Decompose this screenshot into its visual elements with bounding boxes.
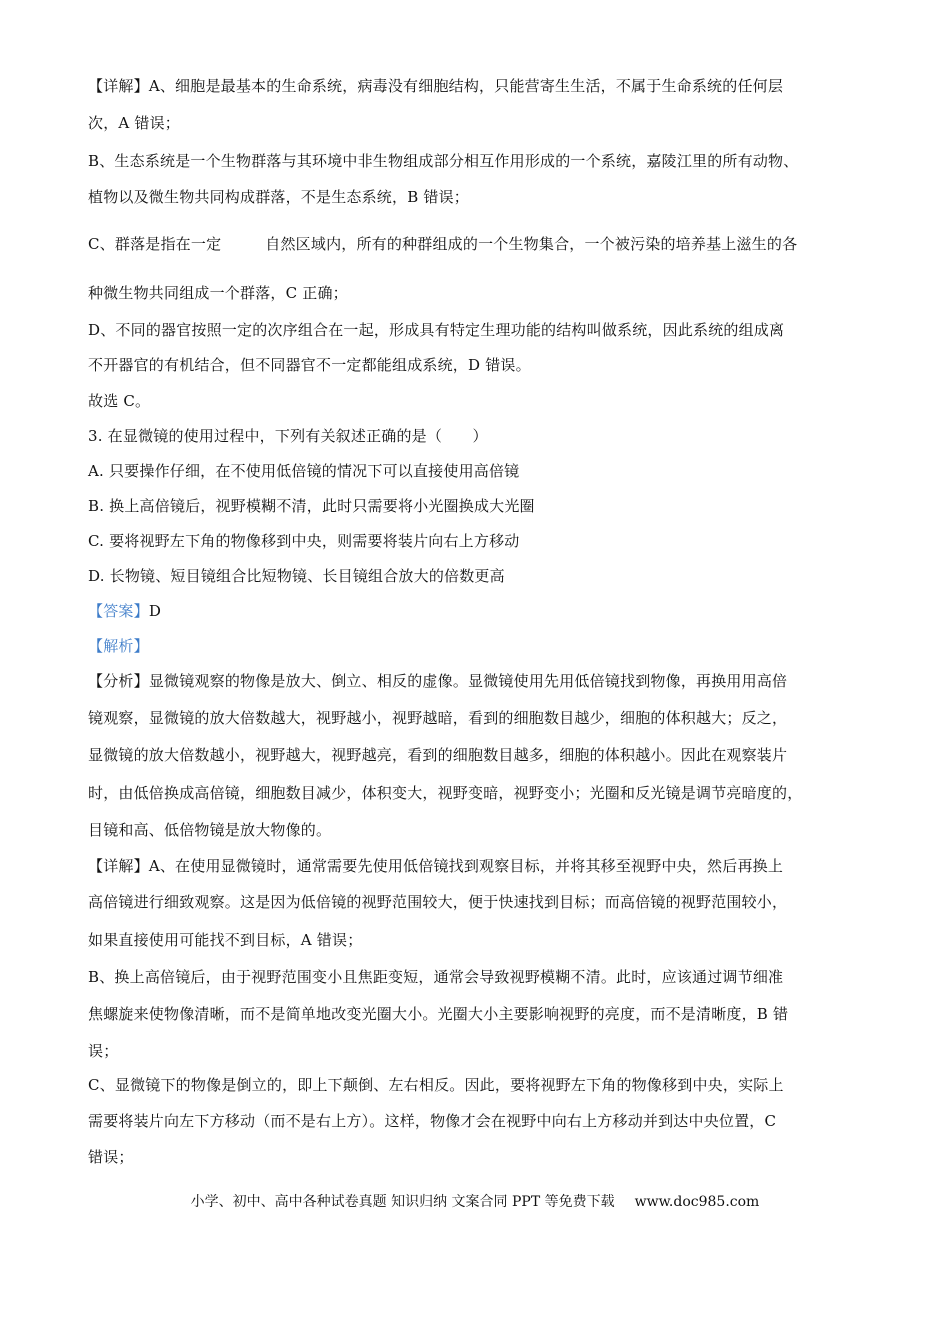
page-footer (0, 1192, 950, 1212)
detail-tag: 【详解】 (88, 857, 149, 875)
q2-detail-line-3: B、生态系统是一个生物群落与其环境中非生物组成部分相互作用形成的一个系统，嘉陵江里的所有动物、 (88, 152, 799, 170)
q2-detail-line-6: 种微生物共同组成一个群落，C 正确； (88, 284, 348, 302)
q3-answer (88, 601, 161, 621)
q2-detail-line-4: 植物以及微生物共同构成群落，不是生态系统，B 错误； (88, 188, 469, 206)
answer-tag: 【答案】 (88, 602, 149, 620)
q3-analyze-line-4: 时，由低倍换成高倍镜，细胞数目减少，体积变大，视野变暗，视野变小；光圈和反光镜是调节亮暗度的， (88, 784, 803, 802)
q3-option-a: A. 只要操作仔细，在不使用低倍镜的情况下可以直接使用高倍镜 (88, 462, 520, 480)
q2-detail-line-8: 不开器官的有机结合，但不同器官不一定都能组成系统，D 错误。 (88, 356, 531, 374)
q3-option-c: C. 要将视野左下角的物像移到中央，则需要将装片向右上方移动 (88, 532, 520, 550)
q3-analyze-line-3: 显微镜的放大倍数越小，视野越大，视野越亮，看到的细胞数目越多，细胞的体积越小。因此在观察装片 (88, 746, 788, 764)
q3-detail-line-4: B、换上高倍镜后，由于视野范围变小且焦距变短，通常会导致视野模糊不清。此时，应该通过调节细准 (88, 968, 784, 986)
q3-option-d: D. 长物镜、短目镜组合比短物镜、长目镜组合放大的倍数更高 (88, 567, 505, 585)
detail-tag: 【详解】 (88, 77, 149, 95)
analyze-tag: 【分析】 (88, 672, 149, 690)
q2-detail-line-2: 次，A 错误； (88, 114, 181, 132)
q3-detail-line-1: 【详解】A、在使用显微镜时，通常需要先使用低倍镜找到观察目标，并将其移至视野中央，然后再换上 (88, 857, 784, 875)
q3-analyze-line-5: 目镜和高、低倍物镜是放大物像的。 (88, 821, 332, 839)
q2-detail-line-1: 【详解】A、细胞是最基本的生命系统，病毒没有细胞结构，只能营寄生生活，不属于生命系统的任何层 (88, 77, 784, 95)
q3-detail-line-7: C、显微镜下的物像是倒立的，即上下颠倒、左右相反。因此，要将视野左下角的物像移到中央，实际上 (88, 1076, 784, 1094)
q3-detail-line-8: 需要将装片向左下方移动（而不是右上方）。这样，物像才会在视野中向右上方移动并到达中央位置，C (88, 1112, 777, 1130)
q2-detail-line-5: C、群落是指在一定 自然区域内，所有的种群组成的一个生物集合，一个被污染的培养基上滋生的各 (88, 235, 798, 253)
footer-url[interactable]: www.doc985.com (634, 1194, 760, 1210)
q3-detail-line-3: 如果直接使用可能找不到目标，A 错误； (88, 931, 363, 949)
q3-detail-line-9: 错误； (88, 1148, 134, 1166)
q2-answer-choice: 故选 C。 (88, 392, 151, 410)
answer-value: D (148, 602, 162, 620)
q3-detail-line-2: 高倍镜进行细致观察。这是因为低倍镜的视野范围较大，便于快速找到目标；而高倍镜的视野范围较小， (88, 893, 788, 911)
q3-option-b: B. 换上高倍镜后，视野模糊不清，此时只需要将小光圈换成大光圈 (88, 497, 535, 515)
q2-detail-line-7: D、不同的器官按照一定的次序组合在一起，形成具有特定生理功能的结构叫做系统，因此系统的组成离 (88, 321, 785, 339)
q3-detail-line-6: 误； (88, 1042, 119, 1060)
q3-analyze-line-1: 【分析】显微镜观察的物像是放大、倒立、相反的虚像。显微镜使用先用低倍镜找到物像，再换用用高倍 (88, 672, 788, 690)
q3-analyze-line-2: 镜观察，显微镜的放大倍数越大，视野越小，视野越暗，看到的细胞数目越少，细胞的体积越大；反之， (88, 709, 788, 727)
analysis-tag: 【解析】 (88, 637, 149, 655)
footer-text: 小学、初中、高中各种试卷真题 知识归纳 文案合同 PPT 等免费下载 (190, 1194, 615, 1210)
q3-detail-line-5: 焦螺旋来使物像清晰，而不是简单地改变光圈大小。光圈大小主要影响视野的亮度，而不是清晰度，B 错 (88, 1005, 789, 1023)
q3-stem: 3. 在显微镜的使用过程中，下列有关叙述正确的是（ ） (88, 427, 488, 445)
